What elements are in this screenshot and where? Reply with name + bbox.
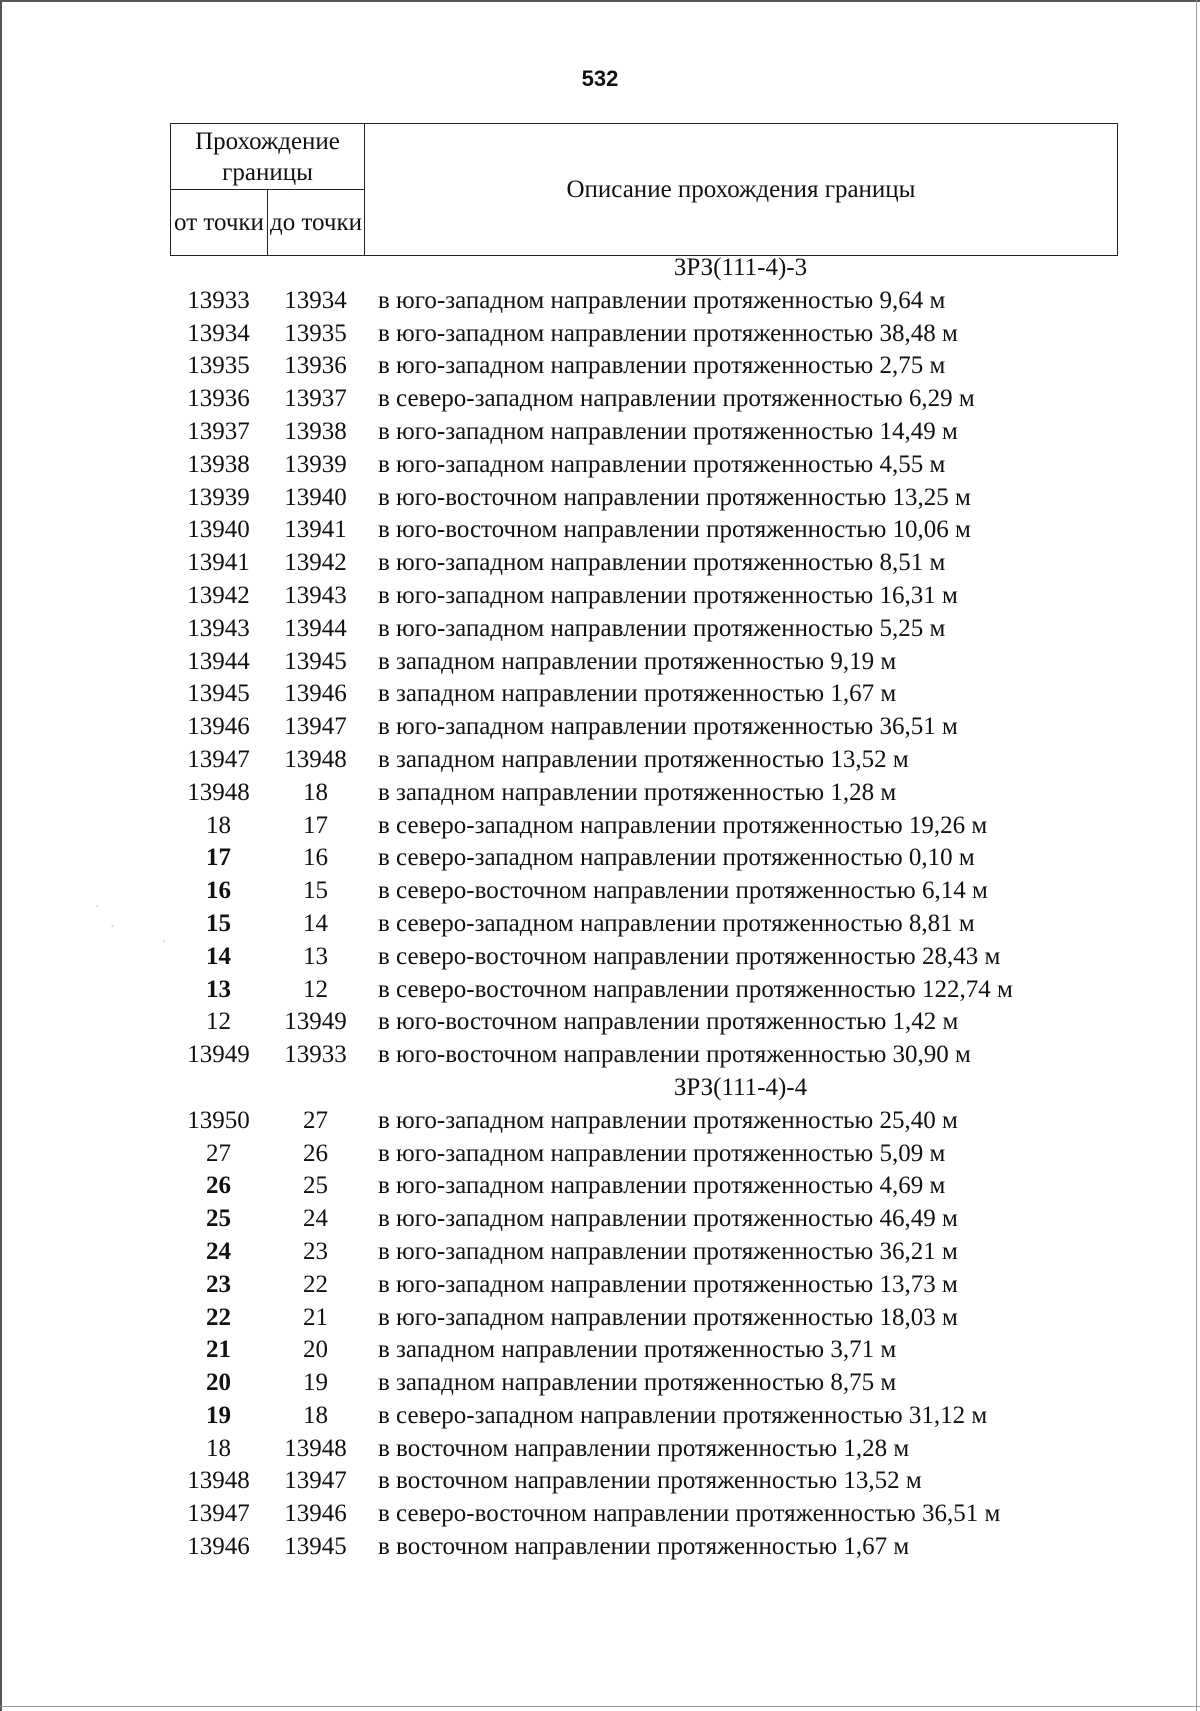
from-point: 27: [206, 1139, 231, 1167]
to-point: 13934: [284, 286, 347, 314]
from-point: 13943: [187, 614, 250, 642]
to-point: 18: [303, 778, 328, 806]
to-point: 13946: [284, 680, 347, 708]
to-point: 26: [303, 1139, 328, 1167]
from-point-header: от точки: [171, 190, 268, 256]
table-row: [170, 711, 1130, 744]
to-point: 16: [303, 844, 328, 872]
segment-description: в юго-западном направлении протяженностью 5,09 м: [378, 1139, 946, 1167]
from-point: 14: [206, 942, 231, 970]
table-row: [170, 1039, 1130, 1072]
from-point: 15: [206, 909, 231, 937]
to-point: 19: [303, 1369, 328, 1397]
from-point: 13948: [187, 778, 250, 806]
from-point: 23: [206, 1270, 231, 1298]
table-row: [170, 678, 1130, 711]
from-point: 13948: [187, 1467, 250, 1495]
segment-description: в северо-западном направлении протяженностью 31,12 м: [378, 1401, 988, 1429]
table-row: [170, 875, 1130, 908]
segment-description: в юго-западном направлении протяженностью 5,25 м: [378, 614, 946, 642]
from-point: 13947: [187, 745, 250, 773]
table-row: [170, 383, 1130, 416]
table-row: [170, 449, 1130, 482]
to-point: 13936: [284, 352, 347, 380]
scan-edge-bottom: [0, 1706, 1200, 1707]
segment-description: в северо-западном направлении протяженностью 6,29 м: [378, 385, 975, 413]
segment-description: в юго-западном направлении протяженностью 18,03 м: [378, 1303, 958, 1331]
segment-description: в северо-восточном направлении протяженностью 122,74 м: [378, 975, 1013, 1003]
to-point: 13941: [284, 516, 347, 544]
segment-description: в юго-восточном направлении протяженностью 10,06 м: [378, 516, 971, 544]
from-point: 13949: [187, 1041, 250, 1069]
segment-description: в юго-западном направлении протяженностью 13,73 м: [378, 1270, 958, 1298]
to-point: 21: [303, 1303, 328, 1331]
to-point: 13: [303, 942, 328, 970]
table-row: [170, 777, 1130, 810]
to-point: 24: [303, 1205, 328, 1233]
to-point: 13945: [284, 1533, 347, 1561]
to-point: 13940: [284, 483, 347, 511]
segment-description: в северо-восточном направлении протяженностью 36,51 м: [378, 1500, 1001, 1528]
segment-description: в юго-западном направлении протяженностью 14,49 м: [378, 417, 958, 445]
page-number: 532: [581, 66, 619, 91]
table-row: [170, 547, 1130, 580]
segment-description: в юго-западном направлении протяженностью 2,75 м: [378, 352, 946, 380]
segment-description: в западном направлении протяженностью 3,71 м: [378, 1336, 897, 1364]
table-row: [170, 350, 1130, 383]
segment-description: в юго-западном направлении протяженностью 36,51 м: [378, 713, 958, 741]
segment-description: в западном направлении протяженностью 9,19 м: [378, 647, 897, 675]
table-row: [170, 285, 1130, 318]
from-point: 17: [206, 844, 231, 872]
segment-description: в юго-западном направлении протяженностью 16,31 м: [378, 581, 958, 609]
table-row: [170, 1498, 1130, 1531]
table-row: [170, 1334, 1130, 1367]
table-row: [170, 482, 1130, 515]
table-row: [170, 810, 1130, 843]
segment-description: в юго-западном направлении протяженностью 9,64 м: [378, 286, 946, 314]
table-row: [170, 1302, 1130, 1335]
to-point: 15: [303, 877, 328, 905]
segment-description: в юго-западном направлении протяженностью 36,21 м: [378, 1237, 958, 1265]
from-point: 12: [206, 1008, 231, 1036]
table-row: [170, 1105, 1130, 1138]
segment-description: в западном направлении протяженностью 1,28 м: [378, 778, 897, 806]
to-point: 13947: [284, 713, 347, 741]
segment-description: в юго-западном направлении протяженностью 8,51 м: [378, 549, 946, 577]
table-row: [170, 613, 1130, 646]
from-point: 26: [206, 1172, 231, 1200]
segment-description: в юго-западном направлении протяженностью 38,48 м: [378, 319, 958, 347]
from-point: 16: [206, 877, 231, 905]
from-point: 24: [206, 1237, 231, 1265]
segment-description: в западном направлении протяженностью 1,67 м: [378, 680, 897, 708]
from-point: 13: [206, 975, 231, 1003]
scan-edge-left: [0, 0, 2, 1711]
boundary-rows: [170, 252, 1130, 1564]
from-point: 13939: [187, 483, 250, 511]
scan-speck: ·: [162, 935, 167, 950]
from-point: 13937: [187, 417, 250, 445]
table-row: [170, 580, 1130, 613]
segment-description: в юго-западном направлении протяженностью 25,40 м: [378, 1106, 958, 1134]
to-point: 13946: [284, 1500, 347, 1528]
segment-description: в восточном направлении протяженностью 1,67 м: [378, 1533, 910, 1561]
from-point: 21: [206, 1336, 231, 1364]
to-point-header: до точки: [268, 190, 365, 256]
table-header: [170, 123, 1118, 256]
from-point: 20: [206, 1369, 231, 1397]
table-row: [170, 1465, 1130, 1498]
table-row: [170, 416, 1130, 449]
from-point: 22: [206, 1303, 231, 1331]
segment-description: в западном направлении протяженностью 8,75 м: [378, 1369, 897, 1397]
to-point: 13938: [284, 417, 347, 445]
segment-description: в западном направлении протяженностью 13,52 м: [378, 745, 909, 773]
to-point: 13948: [284, 745, 347, 773]
segment-description: в северо-восточном направлении протяженностью 28,43 м: [378, 942, 1001, 970]
table-row: [170, 1269, 1130, 1302]
table-row: [170, 908, 1130, 941]
to-point: 13937: [284, 385, 347, 413]
scan-edge-right: [1196, 0, 1197, 1711]
from-point: 13940: [187, 516, 250, 544]
from-point: 13934: [187, 319, 250, 347]
table-row: [170, 1170, 1130, 1203]
segment-description: в юго-западном направлении протяженностью 4,55 м: [378, 450, 946, 478]
to-point: 13949: [284, 1008, 347, 1036]
to-point: 27: [303, 1106, 328, 1134]
table-row: [170, 1531, 1130, 1564]
from-point: 13936: [187, 385, 250, 413]
table-row: [170, 744, 1130, 777]
from-point: 18: [206, 1434, 231, 1462]
from-point: 13933: [187, 286, 250, 314]
table-row: [170, 1006, 1130, 1039]
scan-edge-top: [0, 0, 1200, 2]
group-header: Прохождение границы: [171, 124, 365, 190]
segment-description: в северо-восточном направлении протяженностью 6,14 м: [378, 877, 988, 905]
to-point: 13942: [284, 549, 347, 577]
segment-description: в восточном направлении протяженностью 13,52 м: [378, 1467, 922, 1495]
table-row: [170, 1236, 1130, 1269]
from-point: 25: [206, 1205, 231, 1233]
segment-description: в северо-западном направлении протяженностью 8,81 м: [378, 909, 975, 937]
table-row: [170, 1138, 1130, 1171]
to-point: 13948: [284, 1434, 347, 1462]
from-point: 13935: [187, 352, 250, 380]
segment-description: в северо-западном направлении протяженностью 0,10 м: [378, 844, 975, 872]
zone-title: ЗРЗ(111-4)-4: [673, 1073, 808, 1101]
table-row: [170, 318, 1130, 351]
to-point: 22: [303, 1270, 328, 1298]
zone-title: ЗРЗ(111-4)-3: [673, 254, 808, 281]
segment-description: в юго-восточном направлении протяженностью 30,90 м: [378, 1041, 971, 1069]
table-row: [170, 1433, 1130, 1466]
to-point: 13933: [284, 1041, 347, 1069]
table-row: [170, 1203, 1130, 1236]
from-point: 13950: [187, 1106, 250, 1134]
segment-description: в юго-восточном направлении протяженностью 13,25 м: [378, 483, 971, 511]
from-point: 13942: [187, 581, 250, 609]
to-point: 13939: [284, 450, 347, 478]
from-point: 13946: [187, 1533, 250, 1561]
to-point: 25: [303, 1172, 328, 1200]
segment-description: в юго-восточном направлении протяженностью 1,42 м: [378, 1008, 959, 1036]
to-point: 13944: [284, 614, 347, 642]
from-point: 13944: [187, 647, 250, 675]
to-point: 23: [303, 1237, 328, 1265]
from-point: 19: [206, 1401, 231, 1429]
scan-speck: ·: [95, 900, 100, 915]
to-point: 20: [303, 1336, 328, 1364]
table-row: [170, 514, 1130, 547]
from-point: 13938: [187, 450, 250, 478]
to-point: 13947: [284, 1467, 347, 1495]
table-row: [170, 974, 1130, 1007]
segment-description: в юго-западном направлении протяженностью 46,49 м: [378, 1205, 958, 1233]
segment-description: в юго-западном направлении протяженностью 4,69 м: [378, 1172, 946, 1200]
table-row: [170, 1400, 1130, 1433]
segment-description: в восточном направлении протяженностью 1,28 м: [378, 1434, 910, 1462]
from-point: 13941: [187, 549, 250, 577]
table-row: [170, 1367, 1130, 1400]
table-row: [170, 941, 1130, 974]
to-point: 13943: [284, 581, 347, 609]
scan-speck: ·: [110, 920, 115, 935]
to-point: 14: [303, 909, 328, 937]
to-point: 13945: [284, 647, 347, 675]
description-header: Описание прохождения границы: [365, 124, 1118, 256]
table-row: [170, 646, 1130, 679]
to-point: 13935: [284, 319, 347, 347]
from-point: 13946: [187, 713, 250, 741]
table-row: [170, 842, 1130, 875]
to-point: 17: [303, 811, 328, 839]
from-point: 13945: [187, 680, 250, 708]
from-point: 18: [206, 811, 231, 839]
to-point: 12: [303, 975, 328, 1003]
to-point: 18: [303, 1401, 328, 1429]
segment-description: в северо-западном направлении протяженностью 19,26 м: [378, 811, 988, 839]
from-point: 13947: [187, 1500, 250, 1528]
